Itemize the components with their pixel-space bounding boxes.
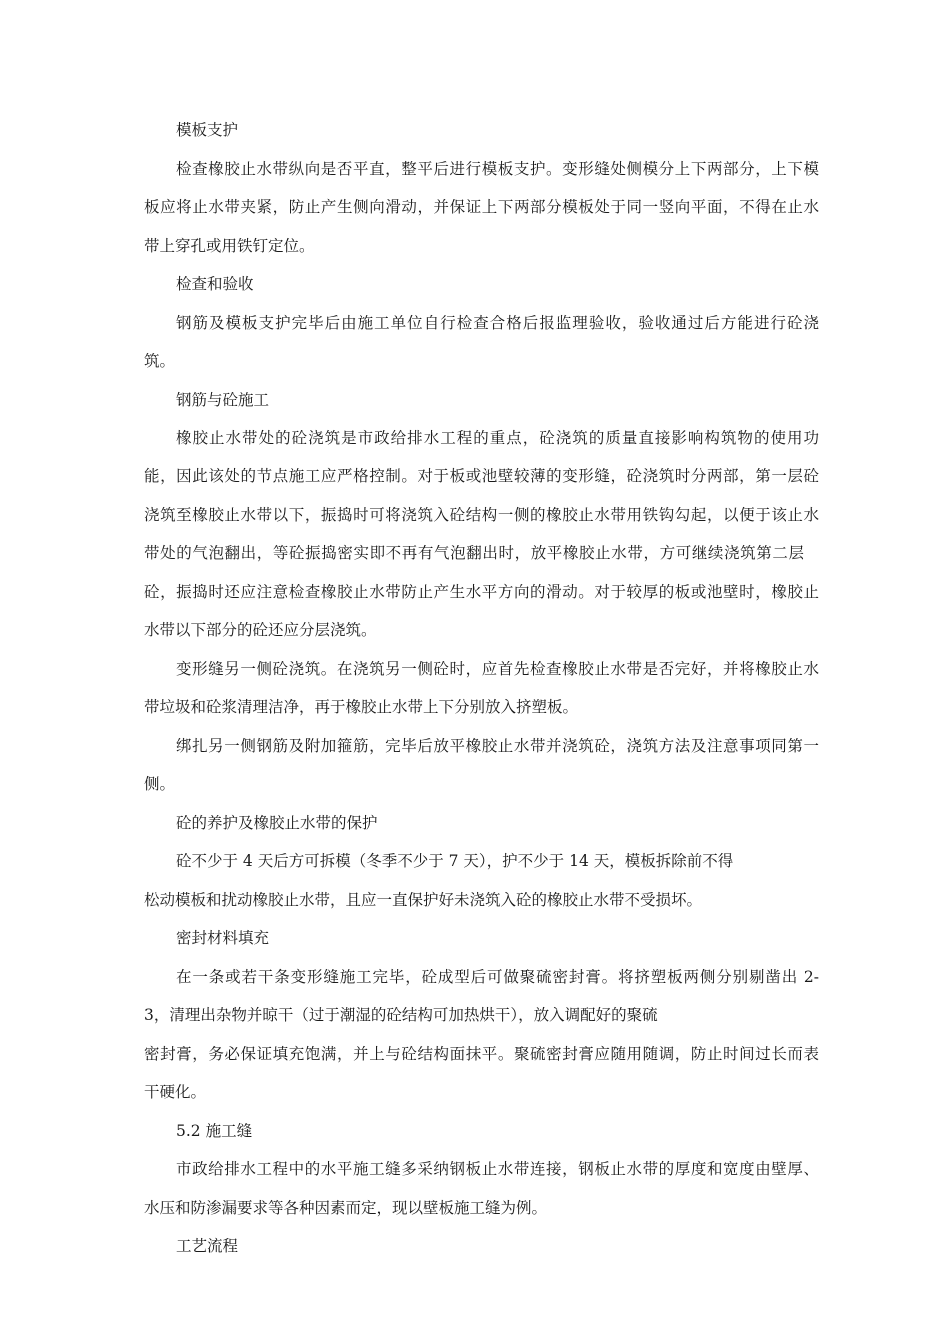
paragraph-line: 筑。 (144, 352, 176, 370)
paragraph-line: 干硬化。 (144, 1083, 207, 1101)
heading-process-flow: 工艺流程 (176, 1237, 239, 1255)
paragraph-line: 砼，振捣时还应注意检查橡胶止水带防止产生水平方向的滑动。对于较厚的板或池壁时，橡胶止 (144, 583, 819, 601)
paragraph-line: 变形缝另一侧砼浇筑。在浇筑另一侧砼时，应首先检查橡胶止水带是否完好，并将橡胶止水 (176, 660, 819, 678)
paragraph-line: 3，清理出杂物并晾干（过于潮湿的砼结构可加热烘干），放入调配好的聚硫 (144, 1006, 658, 1024)
paragraph-line: 检查橡胶止水带纵向是否平直，整平后进行模板支护。变形缝处侧模分上下两部分，上下模 (176, 160, 819, 178)
paragraph-line: 带垃圾和砼浆清理洁净，再于橡胶止水带上下分别放入挤塑板。 (144, 698, 579, 716)
heading-rebar-concrete: 钢筋与砼施工 (176, 391, 270, 409)
paragraph-line: 橡胶止水带处的砼浇筑是市政给排水工程的重点，砼浇筑的质量直接影响构筑物的使用功 (176, 429, 819, 447)
paragraph-line: 侧。 (144, 775, 176, 793)
heading-construction-joint: 5.2 施工缝 (176, 1122, 253, 1140)
paragraph-line: 水压和防渗漏要求等各种因素而定，现以壁板施工缝为例。 (144, 1199, 548, 1217)
paragraph-line: 在一条或若干条变形缝施工完毕，砼成型后可做聚硫密封膏。将挤塑板两侧分别剔凿出 2- (176, 968, 819, 986)
heading-sealant-filling: 密封材料填充 (176, 929, 270, 947)
paragraph-line: 绑扎另一侧钢筋及附加箍筋，完毕后放平橡胶止水带并浇筑砼，浇筑方法及注意事项同第一 (176, 737, 819, 755)
heading-inspection-acceptance: 检查和验收 (176, 275, 254, 293)
paragraph-line: 带处的气泡翻出，等砼振捣密实即不再有气泡翻出时，放平橡胶止水带，方可继续浇筑第二层 (144, 544, 804, 562)
paragraph-line: 水带以下部分的砼还应分层浇筑。 (144, 621, 377, 639)
paragraph-line: 带上穿孔或用铁钉定位。 (144, 237, 315, 255)
paragraph-line: 密封膏，务必保证填充饱满，并上与砼结构面抹平。聚硫密封膏应随用随调，防止时间过长而表 (144, 1045, 819, 1063)
paragraph-line: 浇筑至橡胶止水带以下，振捣时可将浇筑入砼结构一侧的橡胶止水带用铁钩勾起，以便于该止水 (144, 506, 819, 524)
paragraph-line: 松动模板和扰动橡胶止水带，且应一直保护好未浇筑入砼的橡胶止水带不受损坏。 (144, 891, 703, 909)
heading-curing-protection: 砼的养护及橡胶止水带的保护 (176, 814, 378, 832)
paragraph-line: 能，因此该处的节点施工应严格控制。对于板或池壁较薄的变形缝，砼浇筑时分两部，第一层砼 (144, 467, 819, 485)
paragraph-line: 砼不少于 4 天后方可拆模（冬季不少于 7 天），护不少于 14 天，模板拆除前不得 (176, 852, 734, 870)
paragraph-line: 板应将止水带夹紧，防止产生侧向滑动，并保证上下两部分模板处于同一竖向平面，不得在止水 (144, 198, 819, 216)
heading-formwork-support: 模板支护 (176, 121, 239, 139)
paragraph-line: 市政给排水工程中的水平施工缝多采纳钢板止水带连接，钢板止水带的厚度和宽度由壁厚、 (176, 1160, 819, 1178)
paragraph-line: 钢筋及模板支护完毕后由施工单位自行检查合格后报监理验收，验收通过后方能进行砼浇 (176, 314, 819, 332)
